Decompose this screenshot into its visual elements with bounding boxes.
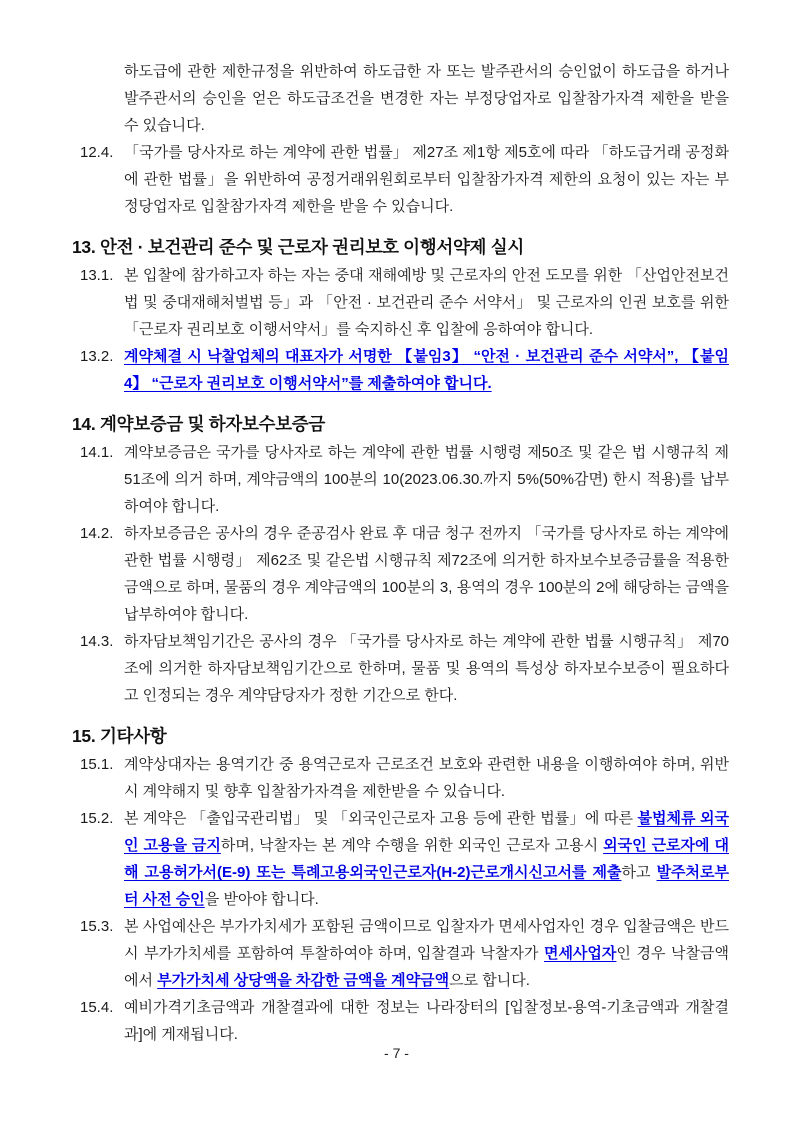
item-text: 하고 bbox=[621, 864, 657, 881]
item-text: 본 사업예산은 부가가치세가 포함된 금액이므로 입찰자가 면세사업자인 경우 입찰금액은 반드시 부가가치세를 포함하여 투찰하여야 하며, 입찰결과 낙찰자가 bbox=[124, 918, 729, 962]
item-number: 14.3. bbox=[80, 633, 114, 650]
item-text: 하자보증금은 공사의 경우 준공검사 완료 후 대금 청구 전까지 「국가를 당사자로 하는 계약에 관한 법률 시행령」 제62조 및 같은법 시행규칙 제72조에 의거한 하자보수보증금률을 적용한 금액으로 하며, 물품의 경우 계약금액의 100분의 3, 용역의 경우 100분의 2에 해당하는 금액을 납부하여야 합니다. bbox=[124, 525, 729, 623]
emphasis-text: 불법체류 외국인 고용을 금지 bbox=[124, 810, 730, 854]
section-13 bbox=[72, 233, 729, 397]
item-text: 으로 합니다. bbox=[449, 972, 530, 989]
page-number: - 7 - bbox=[384, 1045, 409, 1061]
item-text: 인 경우 낙찰금액에서 bbox=[124, 945, 729, 989]
item-text: 예비가격기초금액과 개찰결과에 대한 정보는 나라장터의 [입찰정보-용역-기초금액과 개찰결과]에 게재됩니다. bbox=[124, 999, 729, 1043]
item-text: 본 입찰에 참가하고자 하는 자는 중대 재해예방 및 근로자의 안전 도모를 위한 「산업안전보건법 및 중대재해처벌법 등」과 「안전 · 보건관리 준수 서약서」 및 근로자의 인권 보호를 위한 「근로자 권리보호 이행서약서」를 숙지하신 후 입찰에 응하여야 합니다. bbox=[124, 267, 729, 338]
section-14 bbox=[72, 410, 729, 709]
item-text: 계약보증금은 국가를 당사자로 하는 계약에 관한 법률 시행령 제50조 및 같은 법 시행규칙 제51조에 의거 하며, 계약금액의 100분의 10(2023.06.30.까지 5%(50%감면) 한시 적용)를 납부하여야 합니다. bbox=[124, 444, 729, 515]
item-body bbox=[124, 439, 729, 520]
item-body bbox=[124, 913, 729, 994]
paragraph-subcontract-continuation bbox=[124, 58, 729, 139]
item-number: 12.4. bbox=[80, 144, 114, 161]
item-number: 15.1. bbox=[80, 756, 114, 773]
item-number: 14.2. bbox=[80, 525, 114, 542]
item-14-3 bbox=[80, 628, 729, 709]
section-15-title: 15. 기타사항 bbox=[72, 726, 167, 746]
section-14-title: 14. 계약보증금 및 하자보수보증금 bbox=[72, 414, 325, 434]
item-number: 15.3. bbox=[80, 918, 114, 935]
item-body bbox=[124, 139, 729, 220]
emphasis-text: 외국인 근로자에 대해 고용허가서(E-9) 또는 특례고용외국인근로자(H-2)근로개시신고서를 제출 bbox=[124, 837, 729, 881]
item-15-2 bbox=[80, 805, 729, 913]
item-body bbox=[124, 805, 729, 913]
item-number: 15.4. bbox=[80, 999, 114, 1016]
item-15-3 bbox=[80, 913, 729, 994]
item-body bbox=[124, 520, 729, 628]
item-body bbox=[124, 628, 729, 709]
item-13-1 bbox=[80, 262, 729, 343]
item-text: 하자담보책임기간은 공사의 경우 「국가를 당사자로 하는 계약에 관한 법률 시행규칙」 제70조에 의거한 하자담보책임기간으로 한하며, 물품 및 용역의 특성상 하자보수보증이 필요하다고 인정되는 경우 계약담당자가 정한 기간으로 한다. bbox=[124, 633, 729, 704]
item-number: 13.2. bbox=[80, 348, 114, 365]
item-text: 하며, 낙찰자는 본 계약 수행을 위한 외국인 근로자 고용시 bbox=[220, 837, 604, 854]
item-13-2 bbox=[80, 343, 729, 397]
item-14-1 bbox=[80, 439, 729, 520]
item-15-1 bbox=[80, 751, 729, 805]
emphasis-text: 발주처로부터 사전 승인 bbox=[124, 864, 730, 908]
emphasis-text: 부가가치세 상당액을 차감한 금액을 계약금액 bbox=[157, 972, 450, 989]
item-number: 13.1. bbox=[80, 267, 114, 284]
item-number: 15.2. bbox=[80, 810, 114, 827]
item-text: 계약상대자는 용역기간 중 용역근로자 근로조건 보호와 관련한 내용을 이행하여야 하며, 위반 시 계약해지 및 향후 입찰참가자격을 제한받을 수 있습니다. bbox=[124, 756, 729, 800]
item-text: 「국가를 당사자로 하는 계약에 관한 법률」 제27조 제1항 제5호에 따라 「하도급거래 공정화에 관한 법률」을 위반하여 공정거래위원회로부터 입찰참가자격 제한의 요청이 있는 자는 부정당업자로 입찰참가자격 제한을 받을 수 있습니다. bbox=[124, 144, 729, 215]
section-13-title: 13. 안전 · 보건관리 준수 및 근로자 권리보호 이행서약제 실시 bbox=[72, 237, 524, 257]
section-15 bbox=[72, 722, 729, 1048]
document-content bbox=[72, 58, 729, 1048]
paragraph-text: 하도급에 관한 제한규정을 위반하여 하도급한 자 또는 발주관서의 승인없이 하도급을 하거나 발주관서의 승인을 얻은 하도급조건을 변경한 자는 부정당업자로 입찰참가자격 제한을 받을 수 있습니다. bbox=[124, 63, 729, 134]
item-text: 본 계약은 「출입국관리법」 및 「외국인근로자 고용 등에 관한 법률」에 따른 bbox=[124, 810, 638, 827]
item-body bbox=[124, 751, 729, 805]
emphasis-text: 면세사업자 bbox=[543, 945, 617, 962]
item-number: 14.1. bbox=[80, 444, 114, 461]
emphasis-text: 계약체결 시 낙찰업체의 대표자가 서명한 【붙임3】 “안전 · 보건관리 준수 서약서”, 【붙임4】 “근로자 권리보호 이행서약서”를 제출하여야 합니다. bbox=[124, 348, 729, 392]
item-text: 을 받아야 합니다. bbox=[204, 891, 319, 908]
item-14-2 bbox=[80, 520, 729, 628]
item-body bbox=[124, 262, 729, 343]
item-12-4 bbox=[80, 139, 729, 220]
item-body bbox=[124, 343, 729, 397]
